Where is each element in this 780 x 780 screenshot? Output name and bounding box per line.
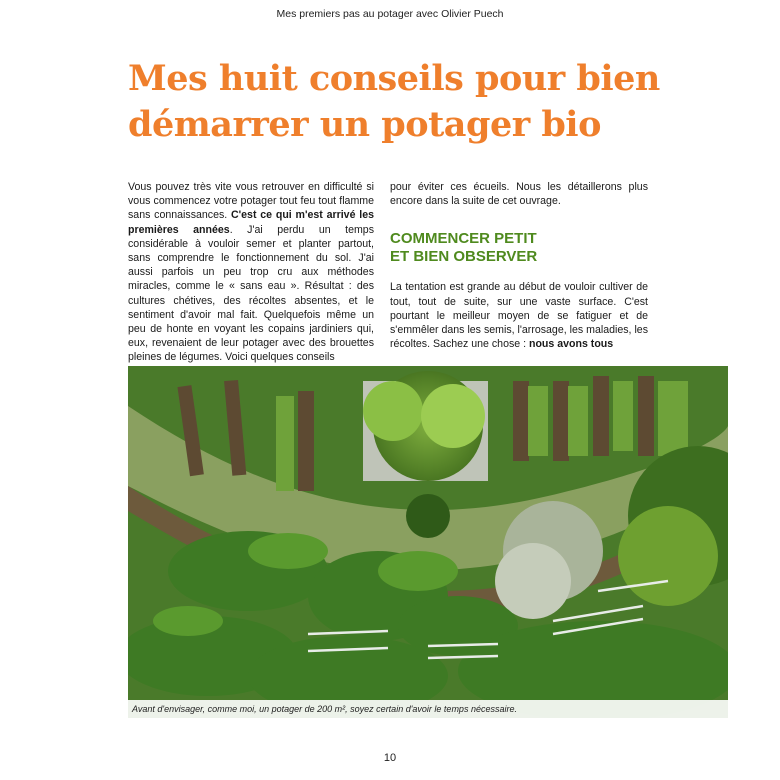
section-text-bold: nous avons tous <box>528 338 614 351</box>
text-column-right <box>390 180 648 351</box>
section-heading <box>390 230 648 266</box>
page-number: 10 <box>383 752 397 764</box>
garden-aerial-illustration <box>128 366 728 718</box>
garden-aerial-photo <box>128 366 728 718</box>
continuation-paragraph: pour éviter ces écueils. Nous les détaillerons plus encore dans la suite de cet ouvrage. <box>390 181 648 208</box>
section-heading-line-2: ET BIEN OBSERVER <box>390 248 538 266</box>
intro-text-bold: C'est ce qui m'est arrivé les premières années <box>128 209 374 236</box>
intro-text-start: Vous pouvez très vite vous retrouver en difficulté si vous commencez votre potager tout feu tout flamme sans connaissances. <box>128 181 374 222</box>
section-heading-line-1: COMMENCER PETIT <box>390 230 537 248</box>
section-text-start: La tentation est grande au début de vouloir cultiver de tout, tout de suite, sur une vaste surface. C'est pourtant le meilleur moyen de se fatiguer et de s'emmêler dans les semis, l'arrosage, les maladies, les récoltes. Sachez une chose : <box>390 281 648 351</box>
photo-caption: Avant d'envisager, comme moi, un potager de 200 m², soyez certain d'avoir le temps nécessaire. <box>128 700 728 718</box>
text-column-left <box>128 180 374 365</box>
running-head: Mes premiers pas au potager avec Olivier Puech <box>276 8 504 20</box>
intro-text-end: . J'ai perdu un temps considérable à vouloir semer et planter partout, sans comprendre le fonctionnement du sol. J'ai aussi parfois un peu trop cru aux méthodes miracles, comme le « sans eau ». Résultat : des cultures chétives, des récoltes absentes, et le sentiment d'avoir mal fait. Quelquefois même un peu de honte en voyant les copains jardiniers qui, eux, revenaient de leur potager avec des brouettes pleines de légumes. Voici quelques conseils <box>128 223 374 364</box>
section-paragraph <box>390 280 648 351</box>
page-title: Mes huit conseils pour bien démarrer un potager bio <box>128 58 660 145</box>
intro-paragraph <box>128 180 374 365</box>
